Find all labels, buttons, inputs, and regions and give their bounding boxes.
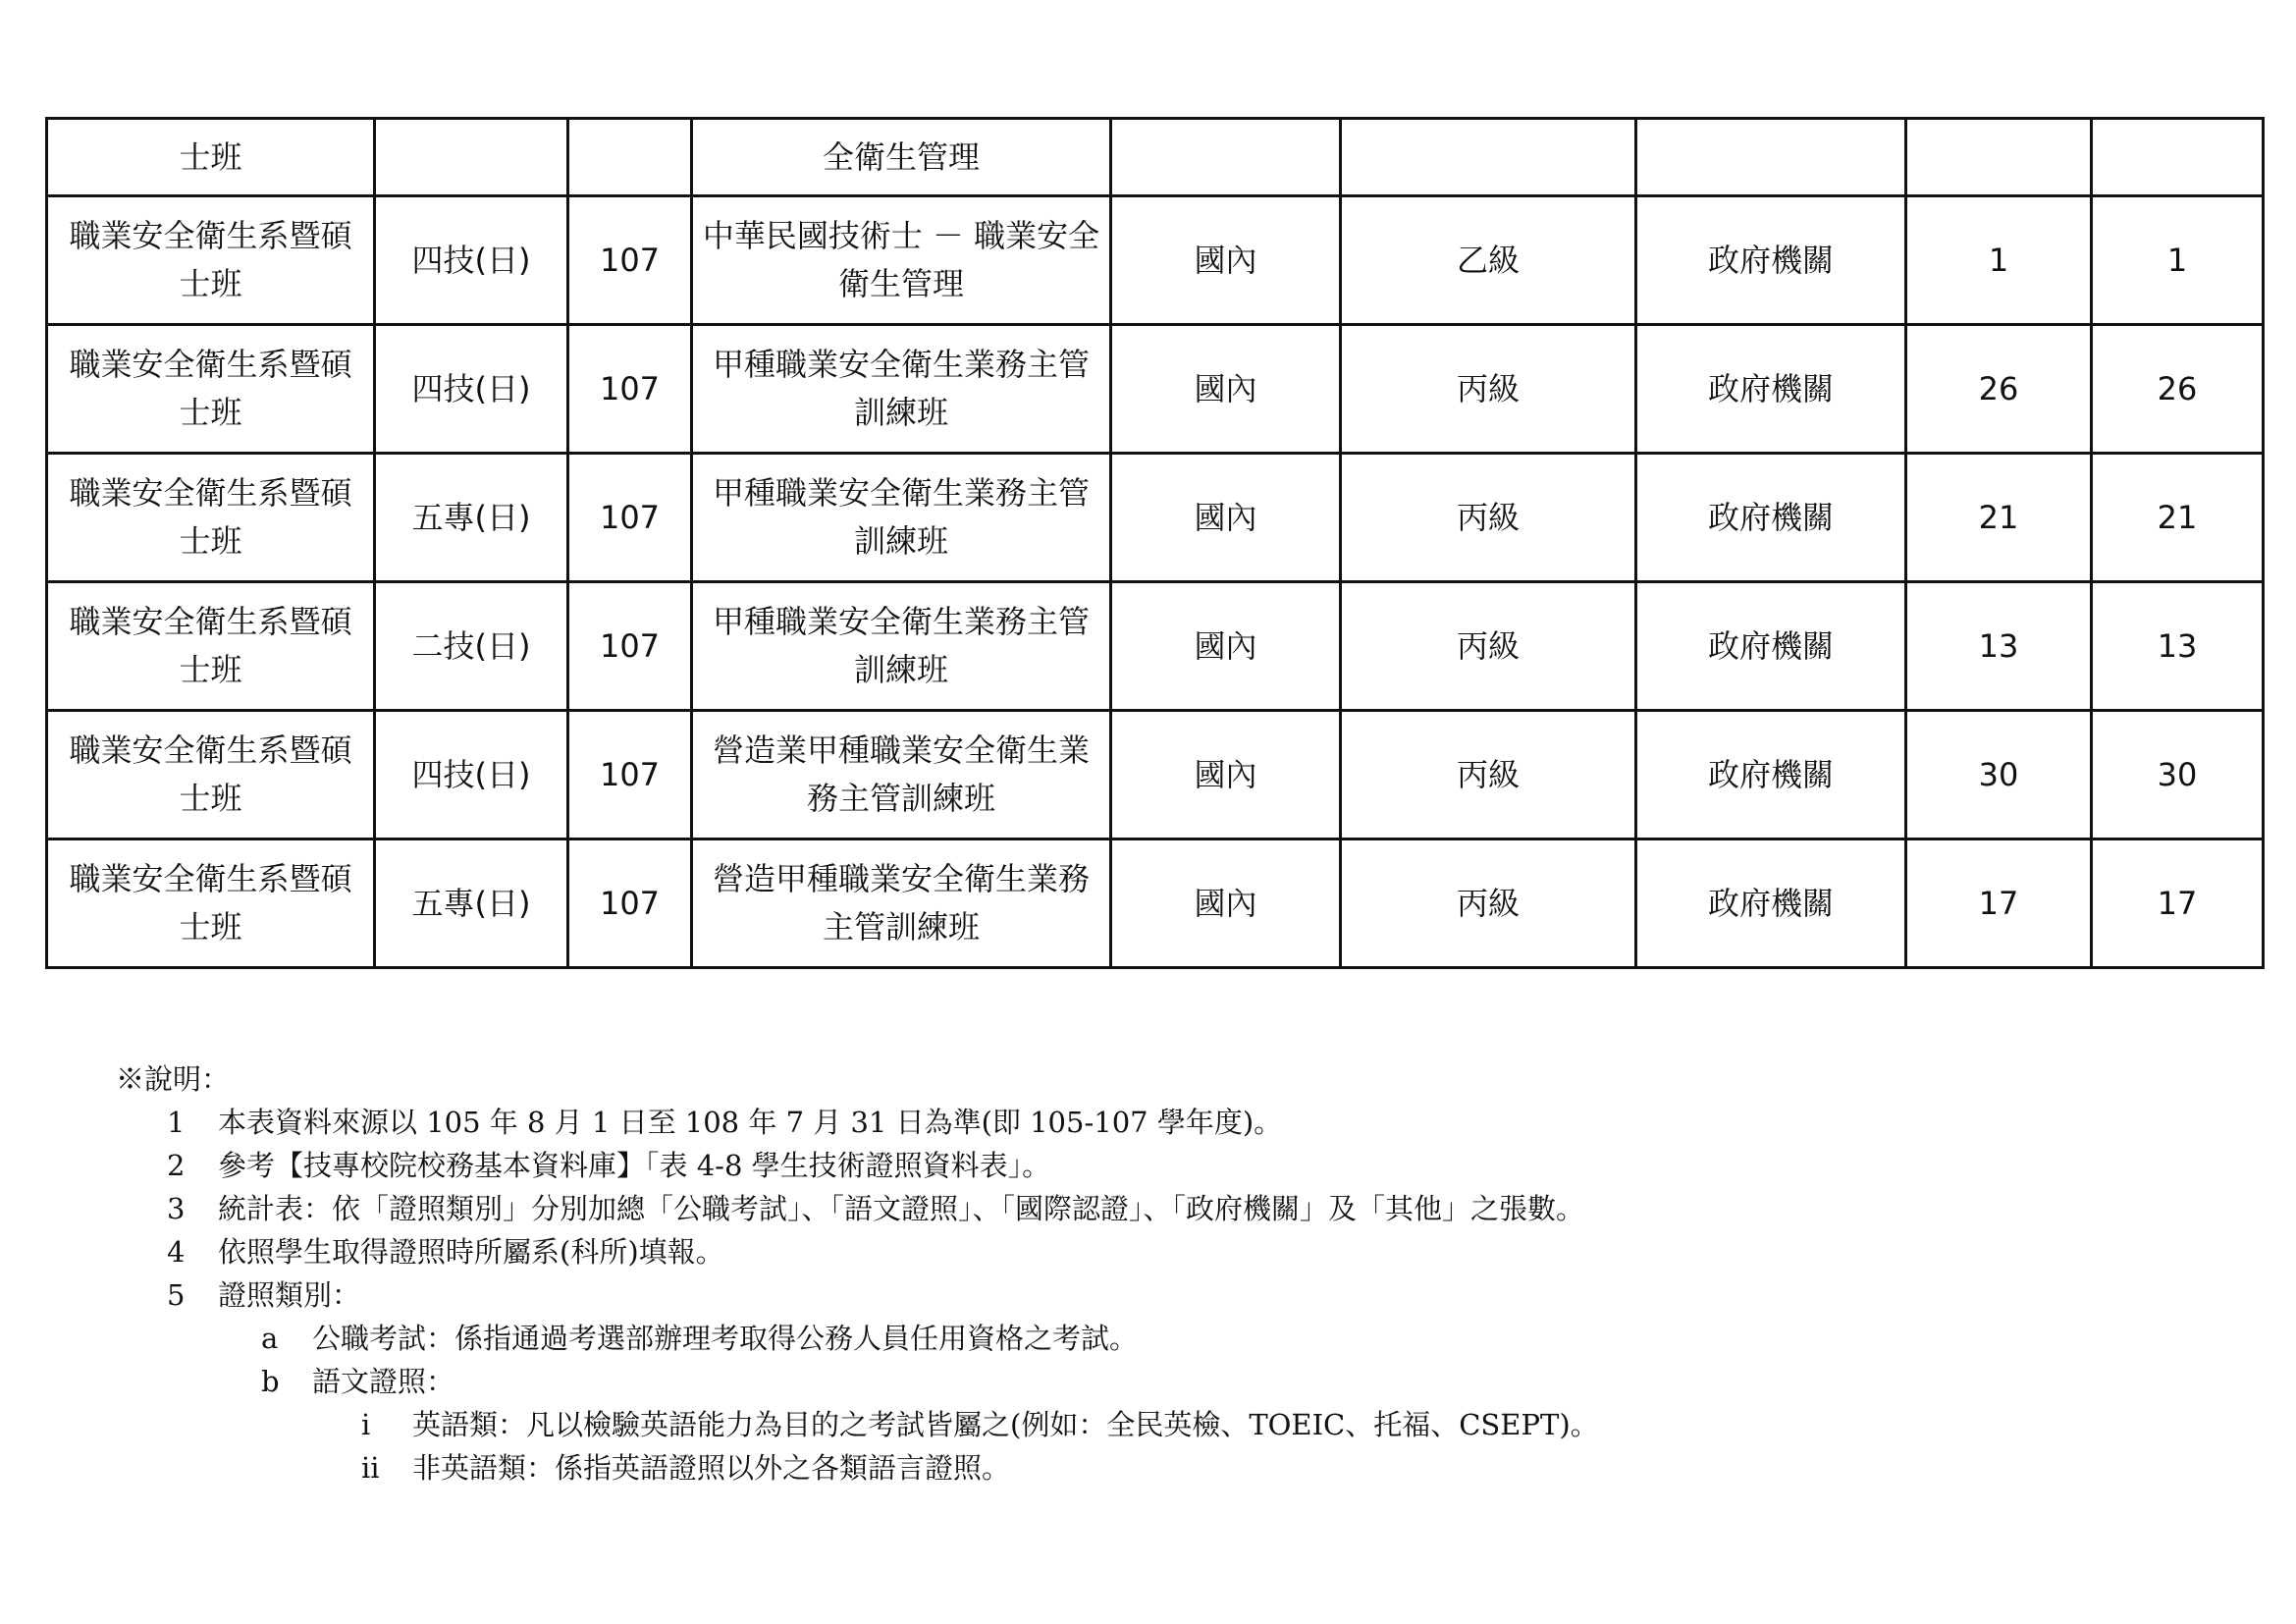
notes-section [116, 1057, 1599, 1489]
level-cell: 乙級 [1341, 196, 1636, 325]
certificate-table [45, 117, 2265, 969]
count-cell: 26 [1906, 325, 2092, 454]
region-cell: 國內 [1111, 454, 1341, 582]
note-number: 4 [167, 1235, 186, 1269]
department-cell: 職業安全衛生系暨碩士班 [47, 325, 375, 454]
count-cell: 1 [1906, 196, 2092, 325]
table-row [47, 711, 2264, 839]
note-item [116, 1144, 1599, 1187]
note-sub-item [116, 1317, 1599, 1360]
region-cell: 國內 [1111, 196, 1341, 325]
total-cell: 21 [2092, 454, 2264, 582]
category-cell: 政府機關 [1636, 196, 1906, 325]
note-number: 2 [167, 1149, 186, 1182]
program-cell: 五專(日) [375, 839, 568, 968]
note-item [116, 1273, 1599, 1317]
count-cell: 17 [1906, 839, 2092, 968]
note-text: 本表資料來源以 105 年 8 月 1 日至 108 年 7 月 31 日為準(即 105-107 學年度)。 [218, 1106, 1283, 1139]
department-cell: 職業安全衛生系暨碩士班 [47, 839, 375, 968]
program-cell: 四技(日) [375, 325, 568, 454]
total-cell: 17 [2092, 839, 2264, 968]
note-subsub-item [116, 1403, 1599, 1446]
year-cell: 107 [568, 325, 692, 454]
category-cell: 政府機關 [1636, 325, 1906, 454]
total-cell [2092, 119, 2264, 196]
certificate-name-cell: 中華民國技術士 － 職業安全衛生管理 [692, 196, 1111, 325]
certificate-name-cell: 全衛生管理 [692, 119, 1111, 196]
certificate-name-cell: 營造甲種職業安全衛生業務主管訓練班 [692, 839, 1111, 968]
note-item [116, 1230, 1599, 1273]
notes-heading: ※說明： [116, 1062, 231, 1096]
note-subsub-text: 非英語類：係指英語證照以外之各類語言證照。 [412, 1451, 1011, 1485]
department-cell: 士班 [47, 119, 375, 196]
program-cell [375, 119, 568, 196]
note-text: 統計表：依「證照類別」分別加總「公職考試」、「語文證照」、「國際認證」、「政府機關」及「其他」之張數。 [218, 1192, 1585, 1225]
year-cell: 107 [568, 839, 692, 968]
note-subsub-numeral: ii [361, 1451, 380, 1485]
count-cell [1906, 119, 2092, 196]
level-cell: 丙級 [1341, 839, 1636, 968]
note-item [116, 1187, 1599, 1230]
note-number: 3 [167, 1192, 186, 1225]
category-cell: 政府機關 [1636, 454, 1906, 582]
count-cell: 30 [1906, 711, 2092, 839]
note-text: 參考【技專校院校務基本資料庫】「表 4-8 學生技術證照資料表」。 [218, 1149, 1051, 1182]
level-cell: 丙級 [1341, 454, 1636, 582]
table-row [47, 582, 2264, 711]
note-sub-letter: b [261, 1365, 280, 1398]
category-cell: 政府機關 [1636, 839, 1906, 968]
category-cell: 政府機關 [1636, 711, 1906, 839]
program-cell: 四技(日) [375, 196, 568, 325]
table-row [47, 454, 2264, 582]
certificate-name-cell: 營造業甲種職業安全衛生業務主管訓練班 [692, 711, 1111, 839]
note-sub-letter: a [261, 1322, 279, 1355]
year-cell [568, 119, 692, 196]
note-sub-text: 公職考試：係指通過考選部辦理考取得公務人員任用資格之考試。 [312, 1322, 1139, 1355]
level-cell: 丙級 [1341, 325, 1636, 454]
year-cell: 107 [568, 711, 692, 839]
department-cell: 職業安全衛生系暨碩士班 [47, 582, 375, 711]
total-cell: 26 [2092, 325, 2264, 454]
program-cell: 二技(日) [375, 582, 568, 711]
department-cell: 職業安全衛生系暨碩士班 [47, 454, 375, 582]
level-cell: 丙級 [1341, 711, 1636, 839]
certificate-name-cell: 甲種職業安全衛生業務主管訓練班 [692, 454, 1111, 582]
category-cell: 政府機關 [1636, 582, 1906, 711]
region-cell: 國內 [1111, 711, 1341, 839]
department-cell: 職業安全衛生系暨碩士班 [47, 196, 375, 325]
region-cell: 國內 [1111, 325, 1341, 454]
year-cell: 107 [568, 454, 692, 582]
program-cell: 四技(日) [375, 711, 568, 839]
note-text: 依照學生取得證照時所屬系(科所)填報。 [218, 1235, 724, 1269]
region-cell: 國內 [1111, 839, 1341, 968]
table-row [47, 325, 2264, 454]
note-number: 5 [167, 1278, 186, 1312]
count-cell: 13 [1906, 582, 2092, 711]
year-cell: 107 [568, 196, 692, 325]
year-cell: 107 [568, 582, 692, 711]
note-sub-text: 語文證照： [312, 1365, 455, 1398]
table-body [47, 119, 2264, 968]
total-cell: 30 [2092, 711, 2264, 839]
department-cell: 職業安全衛生系暨碩士班 [47, 711, 375, 839]
certificate-name-cell: 甲種職業安全衛生業務主管訓練班 [692, 582, 1111, 711]
note-subsub-text: 英語類：凡以檢驗英語能力為目的之考試皆屬之(例如：全民英檢、TOEIC、托福、CSEPT)。 [412, 1408, 1599, 1441]
certificate-name-cell: 甲種職業安全衛生業務主管訓練班 [692, 325, 1111, 454]
table-row [47, 119, 2264, 196]
note-subsub-numeral: i [361, 1408, 371, 1441]
note-subsub-item [116, 1446, 1599, 1489]
region-cell [1111, 119, 1341, 196]
level-cell: 丙級 [1341, 582, 1636, 711]
table-row [47, 839, 2264, 968]
note-text: 證照類別： [218, 1278, 361, 1312]
total-cell: 1 [2092, 196, 2264, 325]
note-sub-item [116, 1360, 1599, 1403]
table-row [47, 196, 2264, 325]
note-item [116, 1101, 1599, 1144]
total-cell: 13 [2092, 582, 2264, 711]
count-cell: 21 [1906, 454, 2092, 582]
program-cell: 五專(日) [375, 454, 568, 582]
region-cell: 國內 [1111, 582, 1341, 711]
category-cell [1636, 119, 1906, 196]
level-cell [1341, 119, 1636, 196]
note-number: 1 [167, 1106, 186, 1139]
